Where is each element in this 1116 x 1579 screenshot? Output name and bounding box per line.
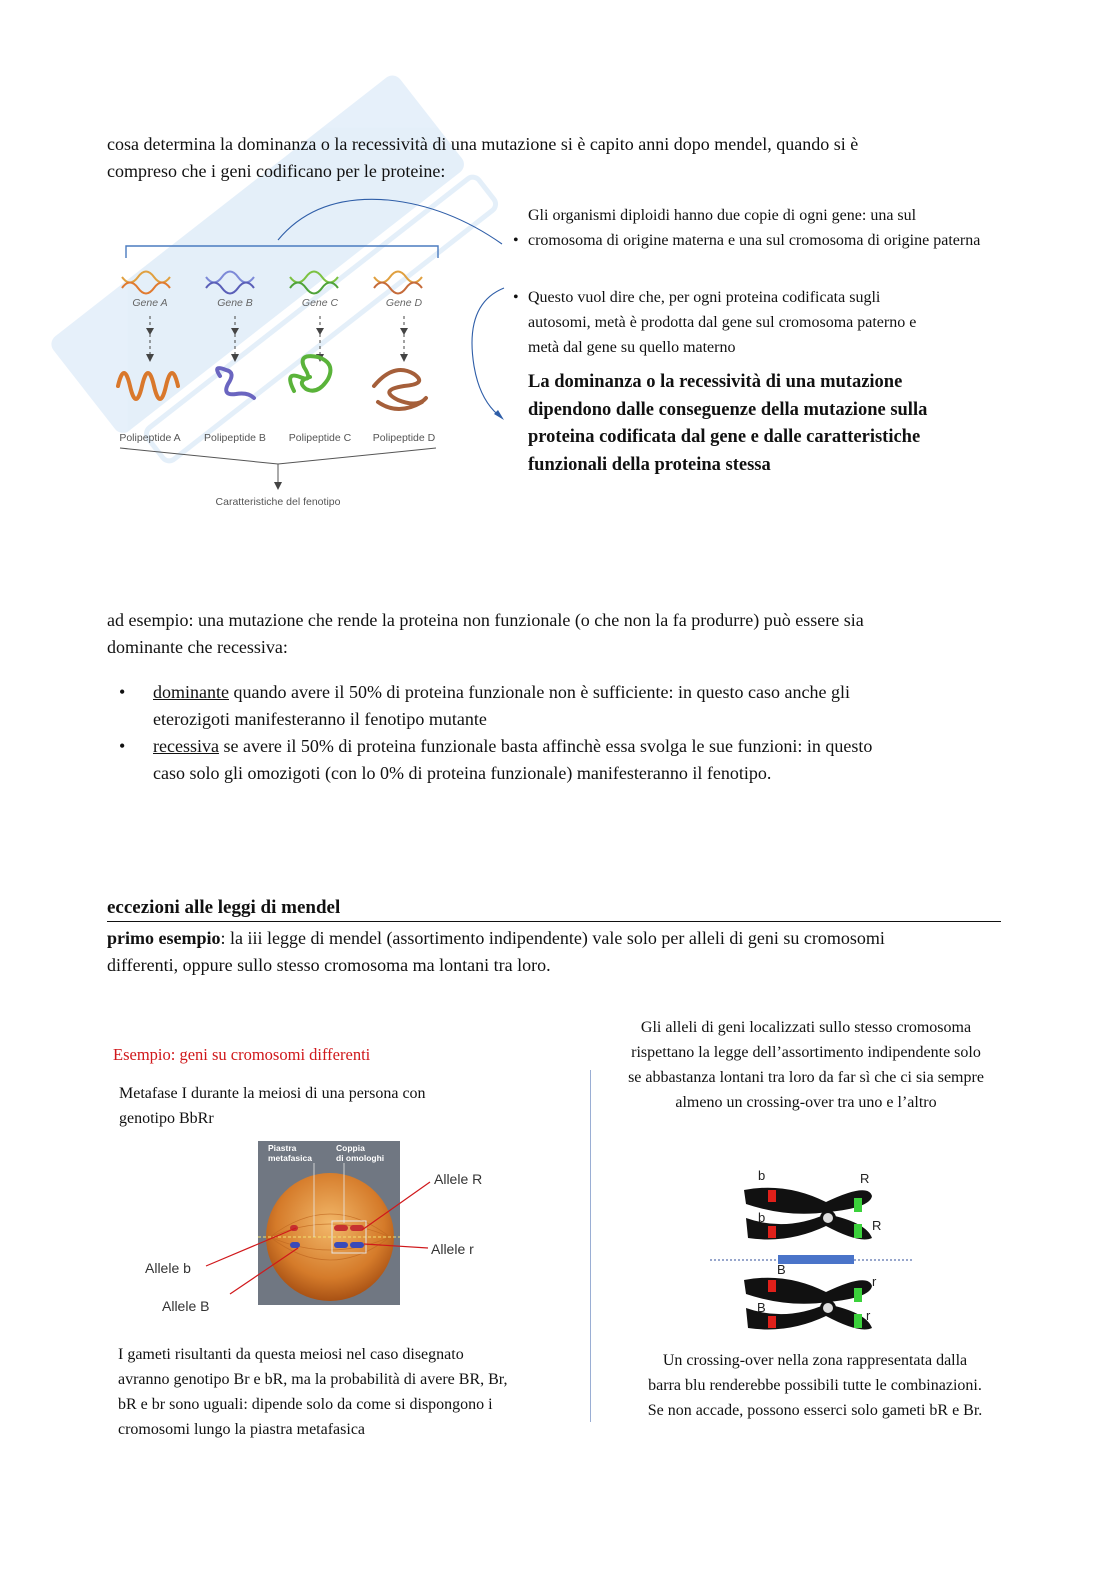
gene-label-d: Gene D (385, 297, 423, 309)
right-column-top-text (596, 1015, 1016, 1115)
allele-b-label: Allele b (145, 1260, 191, 1276)
chrom-label-B2: B (757, 1300, 766, 1315)
bullet-dot-icon: • (513, 289, 519, 306)
left-bottom-line-2: avranno genotipo Br e bR, ma la probabilità di avere BR, Br, (118, 1371, 508, 1388)
left-column-title: Esempio: geni su cromosomi differenti (113, 1045, 371, 1064)
polypeptide-label-b: Polipeptide B (204, 432, 266, 444)
chrom-label-B1: B (777, 1262, 786, 1277)
bullet-dot-icon: • (513, 232, 519, 249)
column-divider (590, 1070, 591, 1422)
bullet-text: eterozigoti manifesteranno il fenotipo mutante (153, 709, 487, 729)
phenotype-label: Caratteristiche del fenotipo (215, 496, 341, 508)
note-autosomes (513, 285, 1093, 360)
first-example-label: primo esempio (107, 928, 221, 948)
note-diploid-line-2: cromosoma di origine materna e una sul cromosoma di origine paterna (528, 232, 981, 249)
example-line-1: ad esempio: una mutazione che rende la proteina non funzionale (o che non la fa produrre) può essere sia (107, 610, 864, 630)
intro-paragraph (107, 131, 1007, 185)
chrom-label-b2: b (758, 1210, 766, 1225)
right-top-line-2: rispettano la legge dell’assortimento indipendente solo (631, 1044, 981, 1061)
intro-line-1: cosa determina la dominanza o la recessività di una mutazione si è capito anni dopo mendel, quando si è (107, 134, 859, 154)
list-item (107, 733, 1007, 787)
chrom-label-r2: r (866, 1308, 871, 1323)
first-example-text: : la iii legge di mendel (assortimento indipendente) vale solo per alleli di geni su cromosomi (220, 928, 885, 948)
dna-helix-a-icon (122, 272, 170, 294)
intro-line-2: compreso che i geni codificano per le proteine: (107, 161, 446, 181)
right-column-bottom-text (600, 1348, 1030, 1423)
gene-label-c: Gene C (301, 297, 339, 309)
left-bottom-line-4: cromosomi lungo la piastra metafasica (118, 1421, 366, 1438)
first-example-paragraph (107, 925, 1007, 979)
example-line-2: dominante che recessiva: (107, 637, 288, 657)
gene-label-a: Gene A (132, 297, 168, 309)
plate-label-2: metafasica (268, 1153, 312, 1163)
dominance-bullet-list (107, 679, 1007, 787)
polypeptide-label-a: Polipeptide A (119, 432, 181, 444)
note-bold-line-2: dipendono dalle conseguenze della mutazione sulla (528, 399, 928, 420)
bullet-text: caso solo gli omozigoti (con lo 0% di proteina funzionale) manifesteranno il fenotipo. (153, 763, 772, 783)
list-item (107, 679, 1007, 733)
right-bottom-line-3: Se non accade, possono esserci solo gameti bR e Br. (647, 1402, 983, 1419)
bullet-term-dominante: dominante (153, 682, 229, 702)
allele-r-label: Allele r (431, 1241, 474, 1257)
note-autosomes-line-2: autosomi, metà è prodotta dal gene sul cromosoma paterno e (528, 314, 917, 331)
note-autosomes-line-1: Questo vuol dire che, per ogni proteina codificata sugli (528, 289, 881, 306)
note-diploid (513, 203, 1093, 253)
crossing-over-bar (778, 1255, 854, 1264)
polypeptide-label-d: Polipeptide D (372, 432, 436, 444)
allele-callouts (140, 1162, 500, 1322)
first-example-line-2: differenti, oppure sullo stesso cromosoma ma lontani tra loro. (107, 955, 551, 975)
bullet-text: quando avere il 50% di proteina funzionale non è sufficiente: in questo caso anche gli (228, 682, 850, 702)
pair-label-1: Coppia (336, 1143, 365, 1153)
left-column-desc (119, 1081, 539, 1131)
bullet-text: se avere il 50% di proteina funzionale basta affinchè essa svolga le sue funzioni: in questo (218, 736, 873, 756)
chrom-label-R1: R (860, 1171, 870, 1186)
note-diploid-line-1: Gli organismi diploidi hanno due copie di ogni gene: una sul (528, 207, 917, 224)
dna-helix-b-icon (206, 272, 254, 294)
pair-label-2: di omologhi (336, 1153, 385, 1163)
chrom-label-R2: R (872, 1218, 882, 1233)
allele-R-label: Allele R (434, 1171, 483, 1187)
chrom-label-b1: b (758, 1168, 766, 1183)
right-top-line-1: Gli alleli di geni localizzati sullo stesso cromosoma (640, 1019, 972, 1036)
bullet-term-recessiva: recessiva (153, 736, 219, 756)
note-bold-conclusion (528, 369, 1088, 479)
gene-label-b: Gene B (217, 297, 253, 309)
plate-label-1: Piastra (268, 1143, 297, 1153)
note-bold-line-3: proteina codificata dal gene e dalle caratteristiche (528, 427, 921, 447)
polypeptide-label-c: Polipeptide C (288, 432, 352, 444)
note-bold-line-4: funzionali della proteina stessa (528, 454, 771, 475)
chromosome-diagram (700, 1160, 930, 1342)
chrom-label-r1: r (872, 1274, 877, 1289)
connector-arrows (276, 196, 512, 426)
right-top-line-4: almeno un crossing-over tra uno e l’altro (675, 1094, 937, 1111)
note-bold-line-1: La dominanza o la recessività di una mutazione (528, 372, 903, 392)
section-heading: eccezioni alle leggi di mendel (107, 895, 1001, 922)
polypeptide-b-icon (217, 368, 254, 398)
left-desc-line-2: genotipo BbRr (119, 1110, 214, 1127)
allele-B-label: Allele B (162, 1298, 210, 1314)
polypeptide-a-icon (118, 373, 178, 399)
left-bottom-line-3: bR e br sono uguali: dipende solo da come si dispongono i (118, 1396, 493, 1413)
left-desc-line-1: Metafase I durante la meiosi di una persona con (119, 1085, 426, 1102)
left-bottom-line-1: I gameti risultanti da questa meiosi nel caso disegnato (118, 1346, 464, 1363)
right-top-line-3: se abbastanza lontani tra loro da far sì che ci sia sempre (628, 1069, 984, 1086)
left-column-bottom-text (118, 1342, 588, 1442)
right-bottom-line-2: barra blu renderebbe possibili tutte le combinazioni. (648, 1377, 982, 1394)
note-autosomes-line-3: metà dal gene su quello materno (528, 339, 736, 356)
right-bottom-line-1: Un crossing-over nella zona rappresentata dalla (662, 1352, 968, 1369)
example-paragraph (107, 607, 1007, 661)
